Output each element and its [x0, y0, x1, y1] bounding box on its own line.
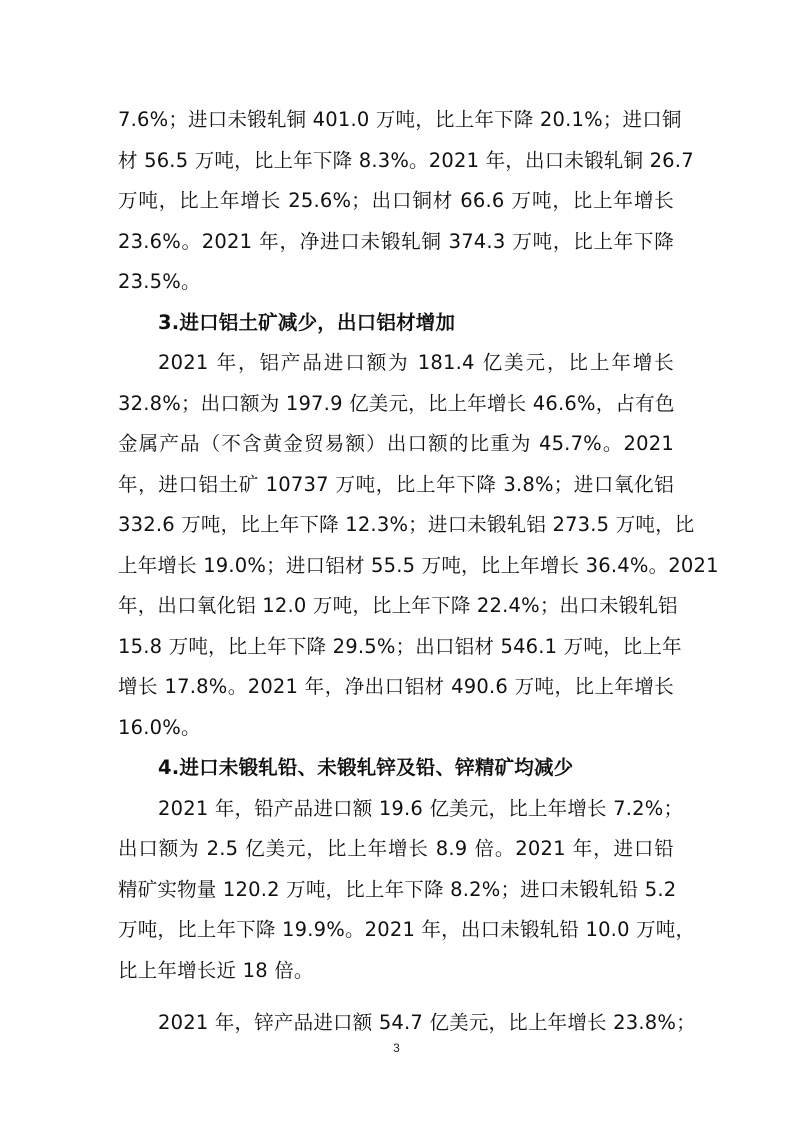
text-line: 2021 年，铝产品进口额为 181.4 亿美元，比上年增长 — [158, 351, 674, 374]
text-line: 比上年增长近 18 倍。 — [118, 958, 314, 982]
text-line: 332.6 万吨，比上年下降 12.3%；进口未锻轧铝 273.5 万吨，比 — [118, 513, 695, 536]
text-line: 上年增长 19.0%；进口铝材 55.5 万吨，比上年增长 36.4%。2021 — [118, 553, 719, 577]
text-line: 万吨，比上年增长 25.6%；出口铜材 66.6 万吨，比上年增长 — [118, 189, 674, 212]
paragraph-lead-trade — [118, 789, 696, 992]
page-number: 3 — [393, 1041, 400, 1055]
text-line: 万吨，比上年下降 19.9%。2021 年，出口未锻轧铅 10.0 万吨， — [118, 918, 696, 941]
text-line: 材 56.5 万吨，比上年下降 8.3%。2021 年，出口未锻轧铜 26.7 — [118, 148, 694, 172]
paragraph-spacer — [118, 991, 674, 1003]
paragraph-aluminum-trade — [118, 343, 719, 748]
text-line: 增长 17.8%。2021 年，净出口铝材 490.6 万吨，比上年增长 — [118, 675, 674, 698]
text-line: 23.5%。 — [118, 270, 201, 293]
section-heading-lead-zinc: 4.进口未锻轧铅、未锻轧锌及铅、锌精矿均减少 — [158, 756, 574, 779]
text-line: 年，出口氧化铝 12.0 万吨，比上年下降 22.4%；出口未锻轧铝 — [118, 594, 678, 617]
text-line: 16.0%。 — [118, 715, 201, 739]
text-line: 15.8 万吨，比上年下降 29.5%；出口铝材 546.1 万吨，比上年 — [118, 634, 682, 658]
text-line: 23.6%。2021 年，净进口未锻轧铜 374.3 万吨，比上年下降 — [118, 229, 674, 253]
document-body — [118, 100, 719, 1044]
text-line: 32.8%；出口额为 197.9 亿美元，比上年增长 46.6%，占有色 — [118, 391, 675, 415]
text-line: 2021 年，锌产品进口额 54.7 亿美元，比上年增长 23.8%； — [158, 1011, 696, 1034]
text-line: 年，进口铝土矿 10737 万吨，比上年下降 3.8%；进口氧化铝 — [118, 472, 674, 496]
text-line: 金属产品（不含黄金贸易额）出口额的比重为 45.7%。2021 — [118, 432, 674, 455]
text-line: 出口额为 2.5 亿美元，比上年增长 8.9 倍。2021 年，进口铅 — [118, 837, 674, 860]
text-line: 精矿实物量 120.2 万吨，比上年下降 8.2%；进口未锻轧铅 5.2 — [118, 877, 677, 901]
text-line: 7.6%；进口未锻轧铜 401.0 万吨，比上年下降 20.1%；进口铜 — [118, 108, 682, 131]
section-heading-aluminum: 3.进口铝土矿减少，出口铝材增加 — [158, 310, 456, 334]
paragraph-zinc-trade — [118, 1003, 696, 1044]
text-line: 2021 年，铅产品进口额 19.6 亿美元，比上年增长 7.2%； — [158, 796, 684, 820]
paragraph-copper-trade — [118, 100, 694, 303]
